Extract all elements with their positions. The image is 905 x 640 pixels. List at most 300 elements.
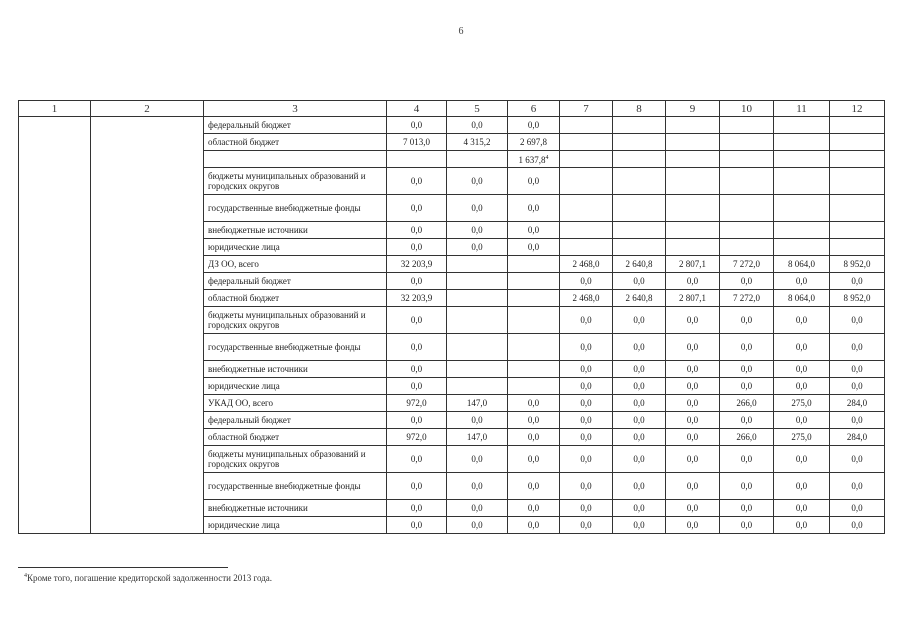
value-cell [387,151,447,168]
footnote-text: Кроме того, погашение кредиторской задолженности 2013 года. [27,573,273,583]
measure-name-cell [91,412,204,429]
value-text: 275,0 [791,432,812,442]
value-cell [387,473,447,500]
value-cell [508,117,560,134]
value-cell [830,378,885,395]
value-cell [508,239,560,256]
value-cell [447,195,508,222]
column-header: 8 [613,101,666,117]
value-cell [447,290,508,307]
value-text: 266,0 [736,398,757,408]
value-cell [666,395,720,412]
value-text: 2 807,1 [679,293,706,303]
value-text: 0,0 [410,503,423,513]
value-cell [613,256,666,273]
value-text: 0,0 [410,225,423,235]
row-number-cell [19,473,91,500]
value-text: 2 640,8 [625,259,653,269]
value-cell [830,195,885,222]
value-text: 0,0 [740,364,753,374]
value-cell [613,195,666,222]
column-header: 7 [560,101,613,117]
value-cell [613,151,666,168]
value-cell [447,412,508,429]
value-text: 0,0 [851,381,863,391]
value-text: 0,0 [851,503,863,513]
value-cell [774,429,830,446]
value-text: 0,0 [740,415,753,425]
value-cell [830,334,885,361]
value-cell [613,378,666,395]
value-cell [508,334,560,361]
value-cell [774,273,830,290]
value-text: 0,0 [795,481,808,491]
value-cell [774,151,830,168]
row-number-cell [19,168,91,195]
value-text: 0,0 [851,454,863,464]
value-text: 0,0 [410,454,423,464]
table-row [19,239,885,256]
funding-source-label: ДЗ ОО, всего [204,256,387,273]
value-text: 0,0 [740,342,753,352]
funding-source-label: федеральный бюджет [204,412,387,429]
value-cell [774,517,830,534]
value-cell [613,446,666,473]
footnote [24,573,272,583]
funding-source-label: областной бюджет [204,429,387,446]
value-cell [666,222,720,239]
row-number-cell [19,517,91,534]
value-cell [508,168,560,195]
value-cell [387,168,447,195]
measure-name-cell [91,395,204,412]
value-cell [560,307,613,334]
value-text: 0,0 [471,203,483,213]
funding-source-label: федеральный бюджет [204,117,387,134]
value-cell [560,446,613,473]
value-cell [774,334,830,361]
value-text: 0,0 [410,520,423,530]
value-cell [830,290,885,307]
value-cell [508,222,560,239]
value-cell [613,395,666,412]
value-cell [560,395,613,412]
value-cell [613,412,666,429]
value-text: 0,0 [851,481,863,491]
value-text: 0,0 [686,276,699,286]
value-cell [387,239,447,256]
value-text: 147,0 [466,432,488,442]
value-cell [560,412,613,429]
value-cell [774,117,830,134]
value-text: 0,0 [580,315,592,325]
value-cell [720,195,774,222]
value-cell [666,378,720,395]
funding-source-label: УКАД ОО, всего [204,395,387,412]
value-cell [720,378,774,395]
value-cell [508,517,560,534]
value-cell [387,500,447,517]
value-cell [387,334,447,361]
column-header: 12 [830,101,885,117]
footnote-marker: 4 [24,573,27,579]
row-number-cell [19,256,91,273]
value-cell [720,473,774,500]
value-cell [560,361,613,378]
value-cell [830,412,885,429]
value-cell [720,500,774,517]
value-cell [720,361,774,378]
value-cell [666,307,720,334]
table-row [19,222,885,239]
measure-name-cell [91,334,204,361]
value-cell [560,290,613,307]
table-row [19,473,885,500]
value-cell [560,239,613,256]
table-row [19,273,885,290]
funding-source-label: внебюджетные источники [204,361,387,378]
value-cell [830,239,885,256]
value-text: 1 637,8 [518,155,546,165]
value-text: 284,0 [846,398,868,408]
value-cell [774,222,830,239]
value-text: 0,0 [580,503,592,513]
value-cell [666,500,720,517]
value-text: 0,0 [740,520,753,530]
value-text: 0,0 [527,503,540,513]
value-cell [387,195,447,222]
value-cell [774,256,830,273]
value-text: 0,0 [851,415,863,425]
funding-source-label: бюджеты муниципальных образований и городских округов [204,168,387,195]
value-text: 0,0 [580,481,592,491]
value-cell [774,446,830,473]
value-text: 0,0 [527,454,540,464]
value-text: 0,0 [471,481,483,491]
value-cell [720,307,774,334]
value-text: 0,0 [633,454,645,464]
value-cell [613,517,666,534]
row-number-cell [19,273,91,290]
value-text: 32 203,9 [400,259,433,269]
value-cell [720,429,774,446]
funding-source-label: юридические лица [204,239,387,256]
value-text: 0,0 [410,415,423,425]
value-cell [447,273,508,290]
value-text: 0,0 [795,381,808,391]
value-cell [508,134,560,151]
value-cell [387,395,447,412]
value-cell [508,273,560,290]
value-text: 0,0 [851,276,863,286]
row-number-cell [19,429,91,446]
value-cell [666,446,720,473]
value-cell [720,412,774,429]
table-row [19,446,885,473]
funding-source-label: юридические лица [204,378,387,395]
value-text: 0,0 [795,454,808,464]
row-number-cell [19,412,91,429]
value-cell [387,378,447,395]
value-cell [447,334,508,361]
value-text: 972,0 [406,398,427,408]
table-header-row [19,101,885,117]
value-text: 2 640,8 [625,293,653,303]
value-cell [830,446,885,473]
row-number-cell [19,290,91,307]
value-cell [720,239,774,256]
value-cell [774,473,830,500]
table-row [19,307,885,334]
value-text: 0,0 [795,315,808,325]
value-text: 0,0 [686,364,699,374]
value-text: 0,0 [795,415,808,425]
value-text: 0,0 [527,398,540,408]
funding-source-label: федеральный бюджет [204,273,387,290]
row-number-cell [19,117,91,134]
value-cell [508,412,560,429]
value-text: 0,0 [527,176,540,186]
value-cell [613,117,666,134]
value-text: 0,0 [527,203,540,213]
value-text: 0,0 [686,481,699,491]
table-row [19,134,885,151]
value-text: 0,0 [580,342,592,352]
value-cell [830,361,885,378]
row-number-cell [19,151,91,168]
value-text: 0,0 [471,454,483,464]
value-cell [830,273,885,290]
value-cell [720,134,774,151]
value-text: 0,0 [471,242,483,252]
measure-name-cell [91,307,204,334]
value-cell [613,273,666,290]
value-cell [560,517,613,534]
value-cell [447,473,508,500]
table-row [19,517,885,534]
value-cell [720,395,774,412]
value-text: 0,0 [527,432,540,442]
value-cell [774,412,830,429]
value-text: 0,0 [580,415,592,425]
value-cell [720,117,774,134]
measure-name-cell [91,273,204,290]
funding-source-label: государственные внебюджетные фонды [204,334,387,361]
value-cell [560,429,613,446]
value-cell [720,168,774,195]
value-text: 0,0 [580,454,592,464]
funding-source-label: областной бюджет [204,134,387,151]
measure-name-cell [91,151,204,168]
row-number-cell [19,361,91,378]
funding-source-label: государственные внебюджетные фонды [204,473,387,500]
value-cell [560,151,613,168]
value-cell [666,117,720,134]
value-cell [387,273,447,290]
measure-name-cell [91,290,204,307]
value-text: 0,0 [686,415,699,425]
value-cell [666,256,720,273]
value-text: 0,0 [740,454,753,464]
value-cell [720,290,774,307]
value-text: 0,0 [740,381,753,391]
value-cell [774,239,830,256]
value-cell [774,395,830,412]
value-text: 0,0 [410,364,423,374]
value-cell [387,290,447,307]
value-text: 284,0 [846,432,868,442]
value-cell [720,151,774,168]
value-cell [830,256,885,273]
funding-source-label: юридические лица [204,517,387,534]
value-text: 0,0 [580,432,592,442]
measure-name-cell [91,517,204,534]
column-header: 10 [720,101,774,117]
value-cell [830,307,885,334]
table-body [19,117,885,534]
value-text: 0,0 [471,225,483,235]
value-text: 0,0 [851,364,863,374]
value-cell [720,334,774,361]
table-row [19,412,885,429]
value-text: 0,0 [580,520,592,530]
value-cell [666,517,720,534]
value-cell [447,151,508,168]
row-number-cell [19,500,91,517]
table-row [19,151,885,168]
value-cell [560,473,613,500]
value-cell [447,168,508,195]
value-cell [666,151,720,168]
value-cell [447,222,508,239]
measure-name-cell [91,134,204,151]
measure-name-cell [91,195,204,222]
value-cell [387,117,447,134]
value-cell [830,151,885,168]
value-cell [508,361,560,378]
value-cell [830,517,885,534]
value-cell [613,134,666,151]
value-text: 0,0 [471,415,483,425]
funding-table [18,100,885,534]
value-cell [508,256,560,273]
value-cell [560,378,613,395]
funding-source-label: областной бюджет [204,290,387,307]
column-header: 4 [387,101,447,117]
value-cell [447,307,508,334]
value-cell [508,195,560,222]
funding-source-label [204,151,387,168]
page-number: 6 [458,26,464,37]
value-cell [666,473,720,500]
value-cell [508,429,560,446]
value-cell [560,117,613,134]
row-number-cell [19,134,91,151]
table-row [19,395,885,412]
value-cell [508,378,560,395]
column-header: 11 [774,101,830,117]
row-number-cell [19,222,91,239]
value-text: 0,0 [527,242,540,252]
value-text: 0,0 [471,120,483,130]
value-text: 147,0 [466,398,488,408]
value-cell [560,195,613,222]
value-cell [387,412,447,429]
value-cell [387,429,447,446]
value-text: 8 952,0 [843,259,871,269]
value-cell [508,473,560,500]
value-text: 0,0 [633,315,645,325]
row-number-cell [19,446,91,473]
value-text: 0,0 [795,342,808,352]
value-cell [613,222,666,239]
value-cell [720,222,774,239]
value-cell [613,473,666,500]
value-text: 7 272,0 [733,259,760,269]
funding-source-label: внебюджетные источники [204,222,387,239]
value-cell [447,446,508,473]
footnote-reference: 4 [545,155,549,161]
measure-name-cell [91,222,204,239]
value-cell [447,378,508,395]
value-cell [560,500,613,517]
value-text: 0,0 [633,342,645,352]
value-cell [830,395,885,412]
value-text: 7 272,0 [733,293,760,303]
value-cell [560,273,613,290]
value-text: 0,0 [580,381,592,391]
value-text: 0,0 [686,503,699,513]
value-cell [774,378,830,395]
value-text: 0,0 [740,315,753,325]
value-text: 0,0 [410,315,423,325]
value-cell [447,361,508,378]
value-text: 0,0 [633,398,645,408]
table-row [19,117,885,134]
value-text: 0,0 [410,276,423,286]
value-cell [387,361,447,378]
value-text: 0,0 [686,432,699,442]
value-text: 0,0 [795,364,808,374]
value-cell [613,361,666,378]
footnote-divider [18,567,228,568]
value-cell [387,256,447,273]
value-text: 0,0 [795,276,808,286]
value-cell [447,395,508,412]
table-row [19,290,885,307]
value-cell [447,239,508,256]
measure-name-cell [91,239,204,256]
value-cell [387,307,447,334]
value-cell [508,151,560,168]
value-cell [666,412,720,429]
funding-source-label: бюджеты муниципальных образований и городских округов [204,307,387,334]
value-cell [720,273,774,290]
row-number-cell [19,334,91,361]
value-text: 0,0 [686,454,699,464]
row-number-cell [19,395,91,412]
value-cell [613,290,666,307]
value-text: 0,0 [471,520,483,530]
value-text: 0,0 [686,342,699,352]
value-text: 0,0 [633,364,645,374]
value-text: 0,0 [795,520,808,530]
value-cell [560,256,613,273]
value-cell [830,117,885,134]
value-text: 0,0 [410,203,423,213]
value-cell [387,517,447,534]
value-cell [666,290,720,307]
